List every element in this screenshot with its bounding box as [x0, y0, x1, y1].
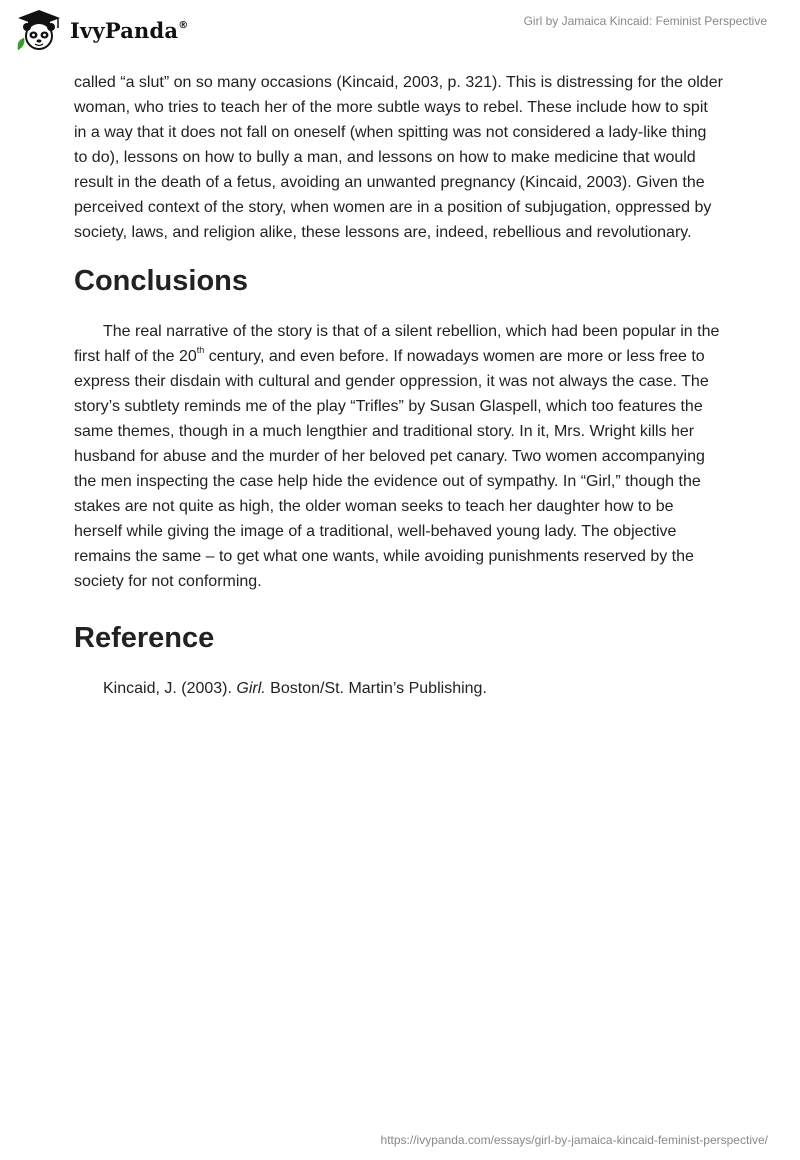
conclusions-heading: Conclusions: [74, 265, 249, 297]
ivypanda-logo[interactable]: [14, 8, 188, 52]
reference-entry: [74, 676, 724, 701]
ordinal-superscript: th: [196, 344, 205, 355]
registered-mark: ®: [178, 19, 189, 31]
panda-graduate-icon: [14, 8, 64, 52]
conclusions-text-part-2: century, and even before. If nowadays women are more or less free to express their disdain with cultural and gender oppression, it was not always the case. The story’s subtlety reminds me of the play “Trifles” by Susan Glaspell, which too features the same themes, though in a much lengthier and traditional story. In it, Mrs. Wright kills her husband for abuse and the murder of her beloved pet canary. Two women accompanying the men inspecting the case help hide the evidence out of sympathy. In “Girl,” though the stakes are not quite as high, the older woman seeks to teach her daughter how to be herself while giving the image of a traditional, well-behaved young lady. The objective remains the same – to get what one wants, while avoiding punishments reserved by the society for not conforming.: [74, 348, 709, 590]
source-url-link[interactable]: https://ivypanda.com/essays/girl-by-jamaica-kincaid-feminist-perspective/: [380, 1133, 768, 1147]
document-title: Girl by Jamaica Kincaid: Feminist Perspective: [523, 14, 767, 28]
intro-paragraph: called “a slut” on so many occasions (Kincaid, 2003, p. 321). This is distressing for the older woman, who tries to teach her of the more subtle ways to rebel. These include how to spit in a way that it does not fall on oneself (when spitting was not considered a lady-like thing to do), lessons on how to bully a man, and lessons on how to make medicine that would result in the death of a fetus, avoiding an unwanted pregnancy (Kincaid, 2003). Given the perceived context of the story, when women are in a position of subjugation, oppressed by society, laws, and religion alike, these lessons are, indeed, rebellious and revolutionary.: [74, 74, 723, 241]
reference-heading: Reference: [74, 622, 215, 654]
reference-publisher: Boston/St. Martin’s Publishing.: [265, 680, 487, 697]
reference-author: Kincaid, J. (2003).: [103, 680, 237, 697]
conclusions-paragraph: [74, 319, 724, 594]
page-header: [0, 0, 800, 60]
essay-body: [74, 70, 724, 701]
logo-wordmark: IvyPanda®: [70, 17, 189, 43]
conclusions-text-part-1: The real narrative of the story is that of a silent rebellion, which had been popular in the first half of the 20: [74, 323, 720, 365]
reference-title: Girl.: [236, 680, 266, 697]
